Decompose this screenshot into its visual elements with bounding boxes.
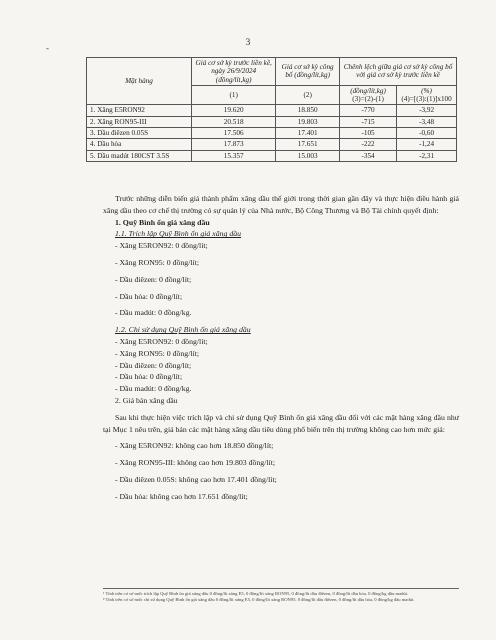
section-1-title: 1. Quỹ Bình ổn giá xăng dầu bbox=[115, 217, 210, 227]
subsection-1-1-title bbox=[103, 228, 459, 240]
row-value: -715 bbox=[340, 116, 397, 127]
header-item: Mặt hàng bbox=[87, 58, 192, 105]
footnotes bbox=[103, 588, 459, 603]
footnote-1: ¹ Tính trên cơ sở mức trích lập Quỹ Bình ổn giá xăng dầu 0 đồng/lít xăng E5, 0 đồng/lít xăng RON95, 0 đồng/lít dầu điêzen, 0 đồng/lít dầu hỏa, 0 đồng/kg dầu madút. bbox=[103, 591, 409, 596]
table-header-row bbox=[87, 58, 457, 86]
row-value: -105 bbox=[340, 127, 397, 138]
list-item: - Dầu điêzen: 0 đồng/lít; bbox=[115, 360, 192, 370]
header-difference bbox=[340, 58, 457, 86]
list-item: - Dầu điêzen: 0 đồng/lít; bbox=[115, 274, 192, 284]
row-value: 20.518 bbox=[192, 116, 276, 127]
row-value: 19.620 bbox=[192, 105, 276, 116]
row-item: 1. Xăng E5RON92 bbox=[87, 105, 192, 116]
row-value: -2,31 bbox=[397, 150, 457, 161]
index-col-3: (3)=(2)-(1) bbox=[352, 95, 384, 104]
list-item: - Dầu hỏa: 0 đồng/lít; bbox=[115, 372, 183, 382]
row-value: 15.357 bbox=[192, 150, 276, 161]
table-row bbox=[87, 150, 457, 161]
row-value: 17.873 bbox=[192, 139, 276, 150]
row-value: -1,24 bbox=[397, 139, 457, 150]
row-value: 19.803 bbox=[276, 116, 340, 127]
subsection-1-2-label: 1.2. Chi sử dụng Quỹ Bình ổn giá xăng dầu bbox=[115, 325, 251, 335]
index-col-2: (2) bbox=[276, 85, 340, 105]
row-value: -0,60 bbox=[397, 127, 457, 138]
row-item: 4. Dầu hỏa bbox=[87, 139, 192, 150]
row-value: -770 bbox=[340, 105, 397, 116]
row-value: 15.003 bbox=[276, 150, 340, 161]
row-item: 3. Dầu điêzen 0.05S bbox=[87, 127, 192, 138]
row-item: 5. Dầu madút 180CST 3.5S bbox=[87, 150, 192, 161]
list-item: - Xăng RON95-III: không cao hơn 19.803 đồng/lít; bbox=[115, 458, 276, 468]
list-item: - Xăng E5RON92: 0 đồng/lít; bbox=[115, 241, 208, 251]
list-item: - Dầu madút: 0 đồng/kg. bbox=[115, 384, 192, 394]
diff-abs-cell bbox=[340, 85, 397, 105]
list-item: - Dầu hỏa: không cao hơn 17.651 đồng/lít; bbox=[115, 491, 248, 501]
row-value: 17.401 bbox=[276, 127, 340, 138]
table-row bbox=[87, 127, 457, 138]
row-value: -3,92 bbox=[397, 105, 457, 116]
header-adjacent-price: Giá cơ sở kỳ trước liền kề, ngày 26/9/2024 (đồng/lít,kg) bbox=[192, 58, 276, 86]
list-item: - Dầu madút: 0 đồng/kg. bbox=[115, 308, 192, 318]
list-item: - Xăng RON95: 0 đồng/lít; bbox=[115, 257, 200, 267]
page-number: 3 bbox=[245, 37, 251, 47]
row-value: -354 bbox=[340, 150, 397, 161]
header-difference-label: Chênh lệch giữa giá cơ sở kỳ công bố với giá cơ sở kỳ trước liền kề bbox=[343, 63, 453, 80]
list-item: - Xăng E5RON92: 0 đồng/lít; bbox=[115, 336, 208, 346]
header-announced-price: Giá cơ sở kỳ công bố (đồng/lít,kg) bbox=[276, 58, 340, 86]
index-col-4: (4)=[(3):(1)]x100 bbox=[401, 95, 452, 104]
diff-abs-unit: (đồng/lít,kg) bbox=[350, 86, 386, 95]
price-table bbox=[86, 57, 457, 162]
body-text bbox=[103, 193, 459, 503]
row-value: 18.850 bbox=[276, 105, 340, 116]
list-item: - Xăng RON95: 0 đồng/lít; bbox=[115, 348, 200, 358]
row-value: -222 bbox=[340, 139, 397, 150]
table-row bbox=[87, 116, 457, 127]
edge-mark: - bbox=[46, 43, 49, 53]
table-row bbox=[87, 139, 457, 150]
list-item: - Dầu hỏa: 0 đồng/lít; bbox=[115, 291, 183, 301]
table-row bbox=[87, 105, 457, 116]
diff-pct-unit: (%) bbox=[421, 86, 432, 95]
intro-paragraph: Trước những diễn biến giá thành phẩm xăng dầu thế giới trong thời gian gần đây và thực hiện điều hành giá xăng dầu theo cơ chế thị trường có sự quản lý của Nhà nước, Bộ Công Thương và Bộ Tài chính quyết định: bbox=[103, 194, 459, 215]
row-item: 2. Xăng RON95-III bbox=[87, 116, 192, 127]
footnote-2: ² Tính trên cơ sở mức chi sử dụng Quỹ Bình ổn giá xăng dầu 0 đồng/lít xăng E5, 0 đồng/lít xăng RON95, 0 đồng/lít dầu điêzen, 0 đồng/lít dầu hỏa, 0 đồng/kg dầu madút. bbox=[103, 597, 415, 603]
section-2-paragraph: Sau khi thực hiện việc trích lập và chi sử dụng Quỹ Bình ổn giá xăng dầu đối với các mặt hàng xăng dầu như tại Mục 1 nêu trên, giá bán các mặt hàng xăng dầu tiêu dùng phổ biến trên thị trường không cao hơn mức giá: bbox=[103, 412, 459, 434]
row-value: 17.506 bbox=[192, 127, 276, 138]
row-value: -3,48 bbox=[397, 116, 457, 127]
index-col-1: (1) bbox=[192, 85, 276, 105]
subsection-1-1-label: 1.1. Trích lập Quỹ Bình ổn giá xăng dầu bbox=[115, 229, 242, 239]
list-item: - Xăng E5RON92: không cao hơn 18.850 đồng/lít; bbox=[115, 441, 274, 451]
row-value: 17.651 bbox=[276, 139, 340, 150]
subsection-1-2-title bbox=[103, 324, 459, 336]
list-item: - Dầu điêzen 0.05S: không cao hơn 17.401 đồng/lít; bbox=[115, 474, 277, 484]
section-2-title: 2. Giá bán xăng dầu bbox=[115, 395, 178, 405]
diff-pct-cell bbox=[397, 85, 457, 105]
